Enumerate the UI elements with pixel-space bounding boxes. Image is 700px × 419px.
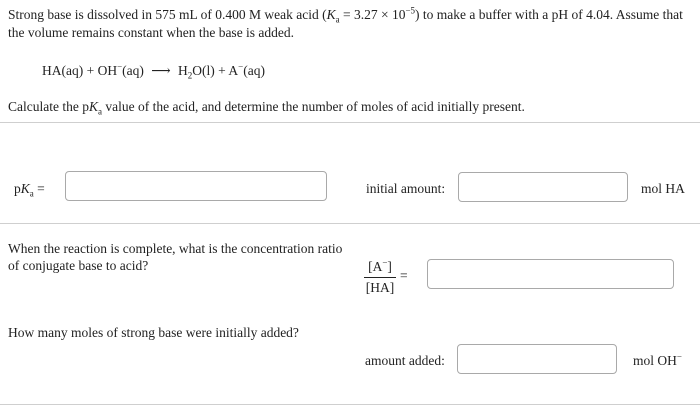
- ratio-equals: =: [400, 268, 408, 283]
- unit-text: mol OH: [633, 353, 677, 368]
- intro-text-b: ) to make a buffer with a pH of 4.04. Assume that: [415, 7, 683, 22]
- unit-charge: −: [676, 351, 682, 362]
- pka-k: K: [20, 181, 30, 196]
- instruction-text-b: value of the acid, and determine the number of moles of acid initially present.: [101, 99, 525, 114]
- numerator-charge: −: [382, 257, 388, 268]
- reaction-product-state: (aq): [243, 63, 265, 78]
- problem-intro-line2: the volume remains constant when the base is added.: [8, 25, 295, 40]
- ka-value: = 3.27 × 10: [339, 7, 406, 22]
- instruction-k: K: [88, 99, 98, 114]
- pka-label: [14, 180, 45, 198]
- instruction-text: [8, 98, 525, 116]
- reaction-products-a: H: [178, 63, 188, 78]
- divider-top: [0, 122, 700, 123]
- initial-amount-input[interactable]: [458, 172, 628, 202]
- instruction-subscript: a: [97, 106, 102, 117]
- pka-p: p: [14, 181, 21, 196]
- reaction-equation: [42, 62, 265, 80]
- ratio-numerator: [364, 258, 396, 276]
- reaction-reactant-state: (aq): [122, 63, 144, 78]
- hydroxide-charge: −: [117, 61, 123, 72]
- ratio-question-line1: When the reaction is complete, what is the concentration ratio: [8, 241, 343, 256]
- ratio-denominator: [HA]: [365, 280, 395, 295]
- pka-equals: =: [33, 181, 45, 196]
- reaction-reactants: HA(aq) + OH: [42, 63, 118, 78]
- water-subscript: 2: [187, 70, 193, 81]
- ka-exponent: −5: [405, 5, 416, 16]
- initial-amount-unit: mol HA: [641, 181, 685, 196]
- ka-subscript: a: [335, 14, 340, 25]
- divider-bottom: [0, 404, 700, 405]
- pka-input[interactable]: [65, 171, 327, 201]
- reaction-products-b: O(l) + A: [192, 63, 239, 78]
- problem-intro-line1: [8, 6, 683, 24]
- divider-middle: [0, 223, 700, 224]
- numerator-bracket: ]: [387, 259, 392, 274]
- base-question: How many moles of strong base were initially added?: [8, 325, 299, 340]
- ratio-question-line2: of conjugate base to acid?: [8, 258, 149, 273]
- initial-amount-label: initial amount:: [366, 181, 446, 196]
- concentration-ratio-fraction: [364, 258, 396, 297]
- conjugate-base-charge: −: [238, 61, 244, 72]
- instruction-text-a: Calculate the p: [8, 99, 89, 114]
- intro-text-a: Strong base is dissolved in 575 mL of 0.400 M weak acid (: [8, 7, 327, 22]
- amount-added-unit: [633, 352, 682, 370]
- ratio-input[interactable]: [427, 259, 674, 289]
- amount-added-input[interactable]: [457, 344, 617, 374]
- ka-symbol: K: [326, 7, 336, 22]
- amount-added-label: amount added:: [365, 353, 445, 368]
- pka-subscript: a: [29, 188, 34, 199]
- numerator-text: [A: [368, 259, 383, 274]
- fraction-bar: [364, 277, 396, 278]
- reaction-arrow: ⟶: [151, 63, 171, 78]
